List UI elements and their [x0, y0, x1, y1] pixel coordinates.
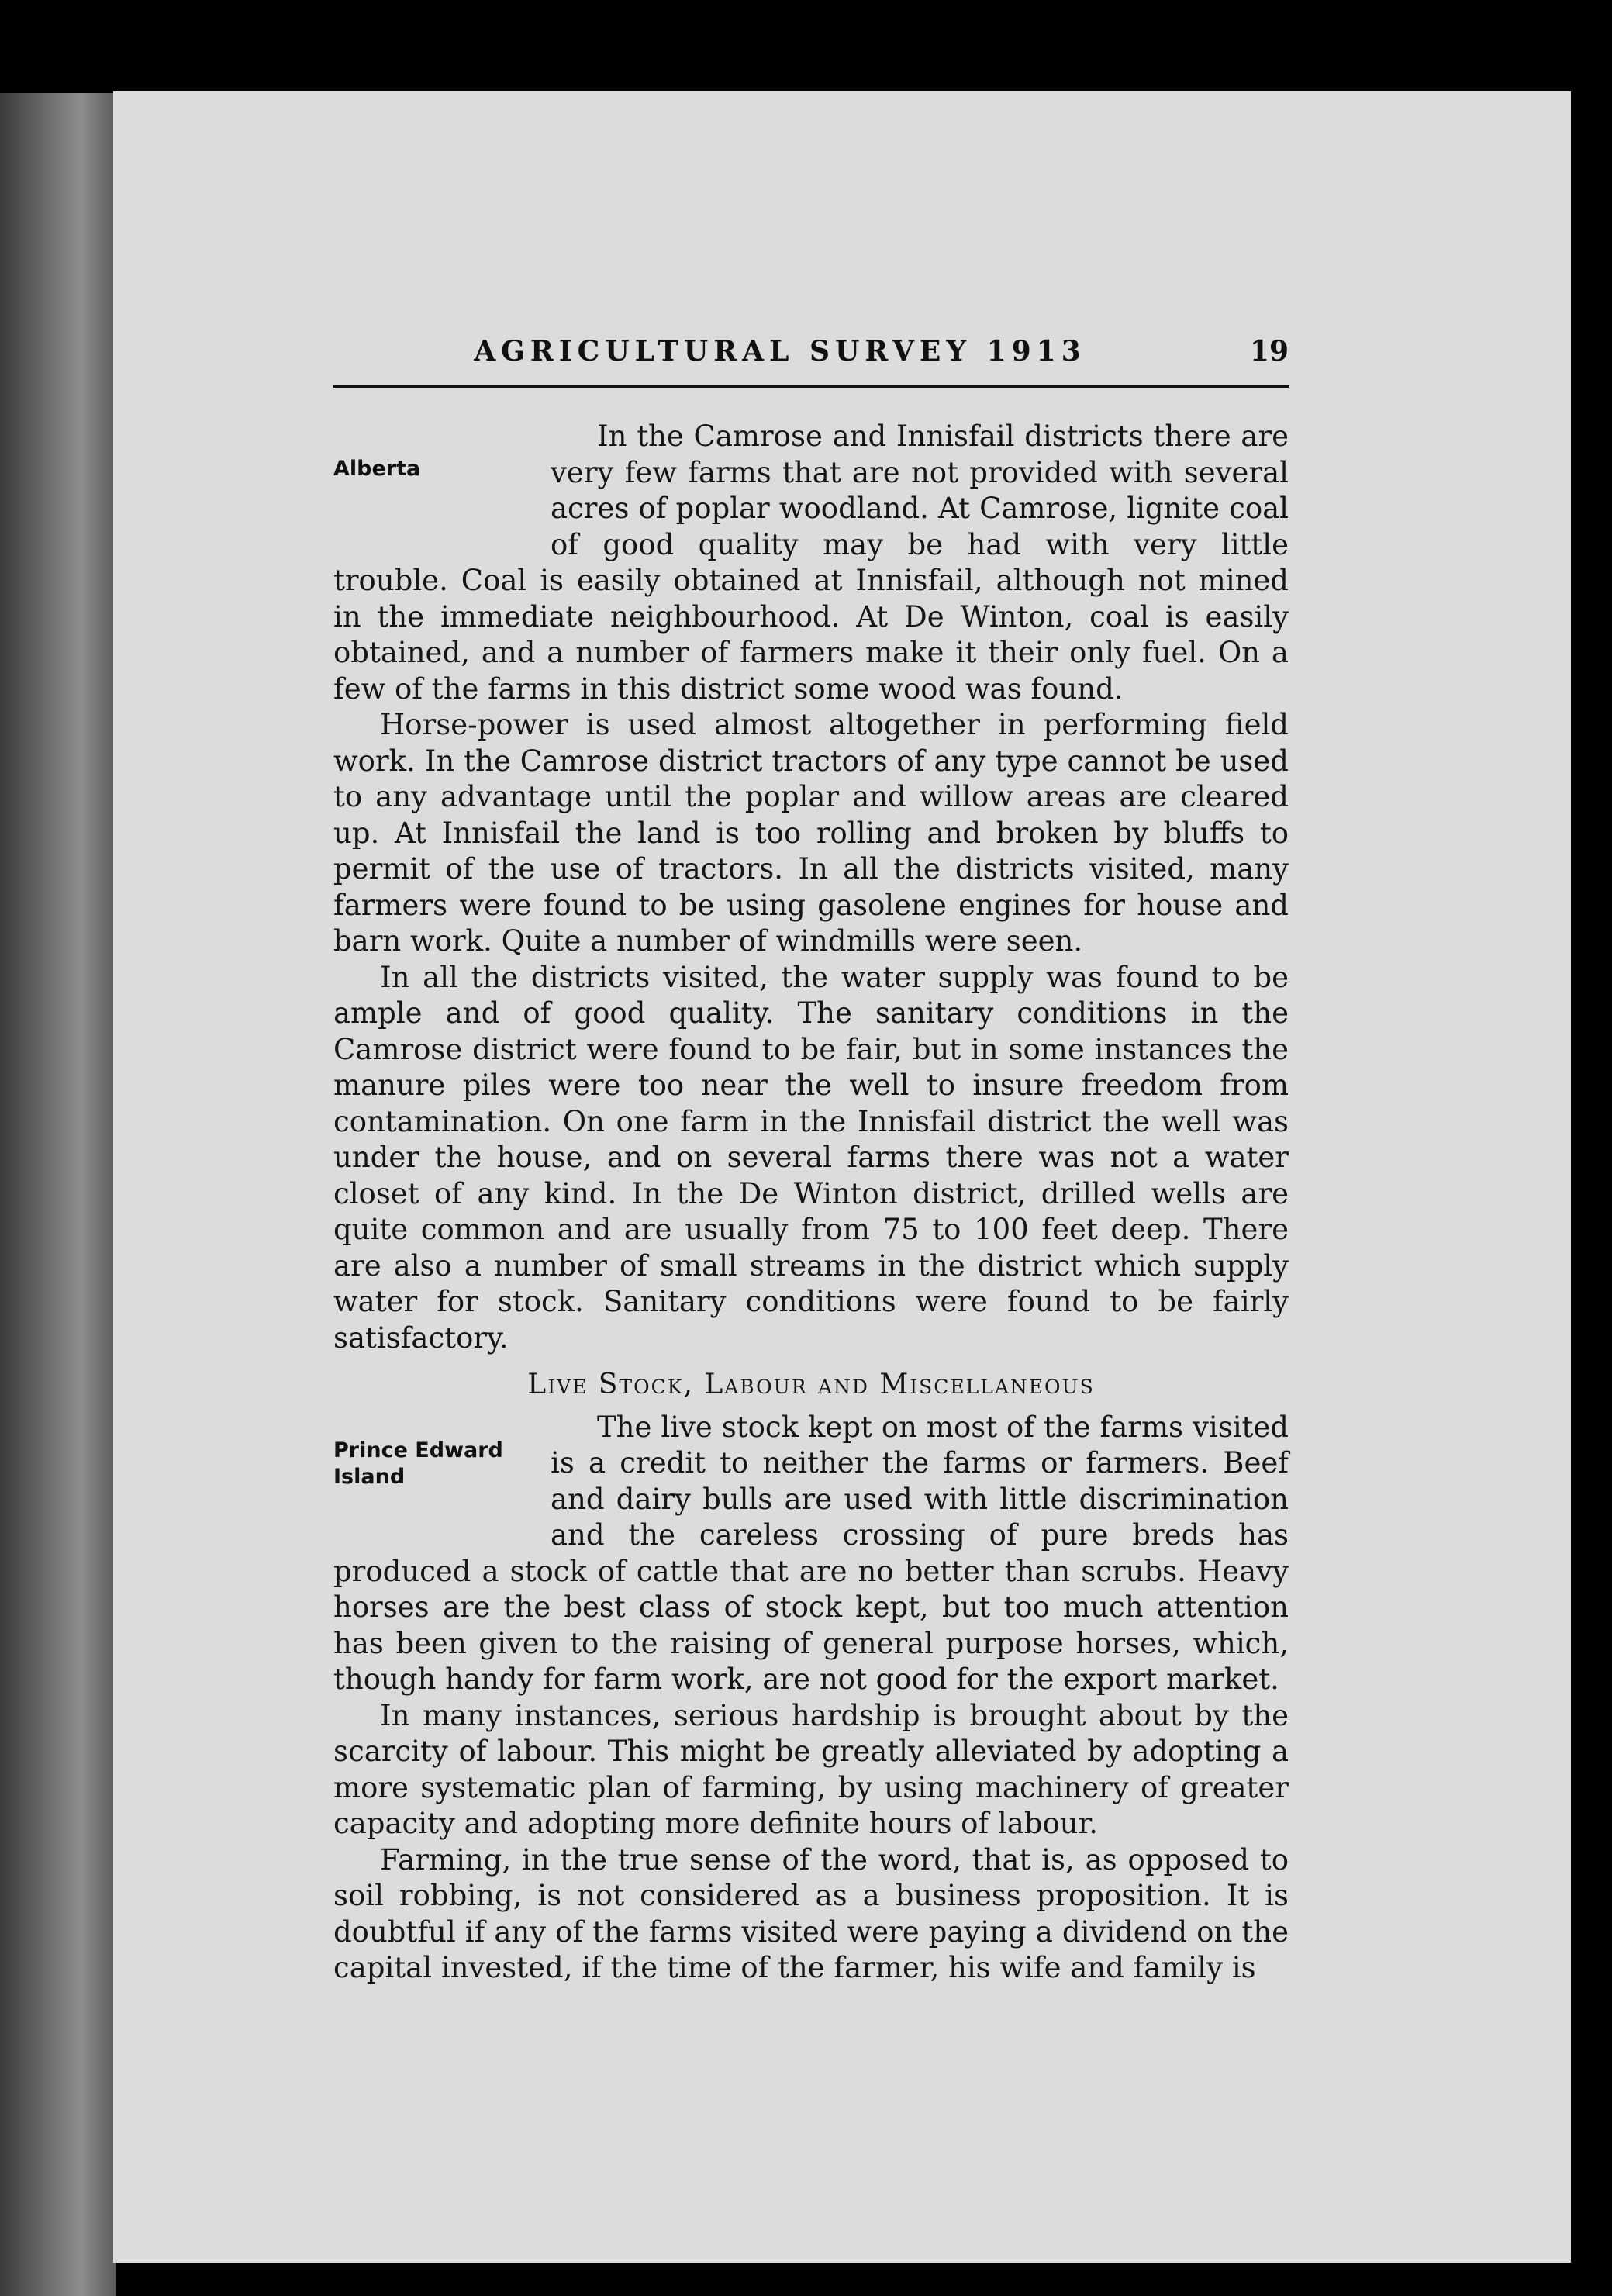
marginal-note-alberta: Alberta	[333, 457, 421, 481]
paragraph: In many instances, serious hardship is brought about by the scarcity of labour. This might be greatly alleviated by adopting a more systematic plan of farming, by using machinery of greater capacity and adopting more definite hours of labour.	[333, 1698, 1289, 1840]
paragraph: In all the districts visited, the water supply was found to be ample and of good quality. The sanitary conditions in the Camrose district were found to be fair, but in some instances the manure piles were too near the well to insure freedom from contamination. On one farm in the Innisfail district the well was under the house, and on several farms there was not a water closet of any kind. In the De Winton district, drilled wells are quite common and are usually from 75 to 100 feet deep. There are also a number of small streams in the district which supply water for stock. Sanitary conditions were found to be fairly satisfactory.	[333, 960, 1289, 1355]
paragraph: Farming, in the true sense of the word, that is, as opposed to soil robbing, is not considered as a business proposition. It is doubtful if any of the farms visited were paying a dividend on the capital invested, if the time of the farmer, his wife and family is	[333, 1842, 1289, 1984]
book-binding	[0, 93, 116, 2296]
marginal-note-pei: Prince Edward Island	[333, 1438, 503, 1489]
running-header	[333, 335, 1289, 382]
body-text	[333, 419, 1289, 1987]
paragraph: Horse-power is used almost altogether in performing field work. In the Camrose district tractors of any type cannot be used to any advantage until the poplar and willow areas are cleared up. At Innisfail the land is too rolling and broken by bluffs to permit of the use of tractors. In all the districts visited, many farmers were found to be using gasolene engines for house and barn work. Quite a number of windmills were seen.	[333, 708, 1289, 958]
paragraph: The live stock kept on most of the farms visited is a credit to neither the farms or farmers. Beef and dairy bulls are used with little discrimination and the careless crossing of pure breds has produced a stock of cattle that are no better than scrubs. Heavy horses are the best class of stock kept, but too much attention has been given to the raising of general purpose horses, which, though handy for farm work, are not good for the export market.	[333, 1410, 1289, 1696]
page-number: 19	[1249, 335, 1289, 368]
header-title: AGRICULTURAL SURVEY 1913	[474, 335, 1086, 368]
header-rule	[333, 385, 1289, 388]
section-heading: Live Stock, Labour and Miscellaneous	[527, 1369, 1095, 1400]
paragraph: In the Camrose and Innisfail districts there are very few farms that are not provided with several acres of poplar woodland. At Camrose, lignite coal of good quality may be had with very little trouble. Coal is easily obtained at Innisfail, although not mined in the immediate neighbourhood. At De Winton, coal is easily obtained, and a number of farmers make it their only fuel. On a few of the farms in this district some wood was found.	[333, 419, 1289, 706]
